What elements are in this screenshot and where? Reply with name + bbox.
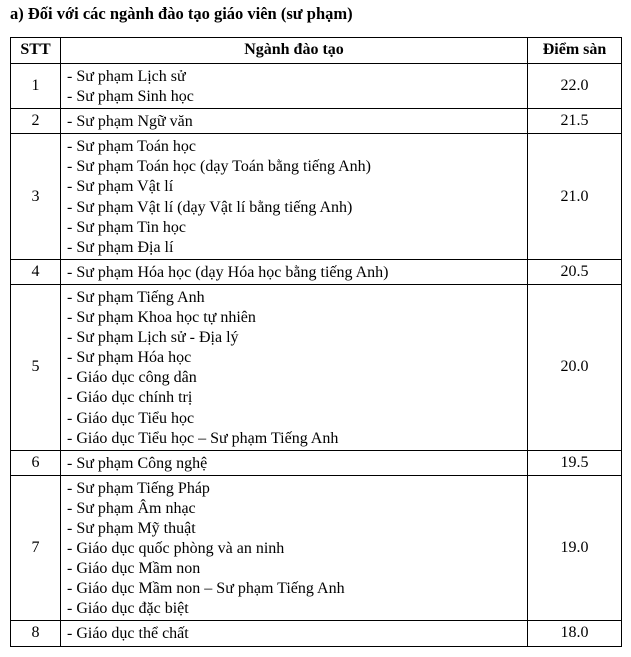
row-majors	[61, 64, 528, 109]
table-row	[11, 450, 622, 475]
table-row	[11, 621, 622, 646]
row-majors	[61, 450, 528, 475]
major-item: - Sư phạm Công nghệ	[67, 454, 208, 472]
major-item: - Sư phạm Khoa học tự nhiên	[67, 309, 256, 327]
table-row	[11, 284, 622, 450]
major-item: - Sư phạm Hóa học (dạy Hóa học bằng tiếng Anh)	[67, 263, 389, 281]
table-header-row	[11, 38, 622, 64]
major-item: - Giáo dục đặc biệt	[67, 600, 189, 618]
admission-score-table	[10, 37, 622, 647]
row-stt: 1	[11, 64, 61, 109]
table-row	[11, 259, 622, 284]
row-stt: 5	[11, 284, 61, 450]
major-item: - Giáo dục thể chất	[67, 625, 189, 643]
major-item: - Sư phạm Sinh học	[67, 88, 194, 106]
major-item: - Sư phạm Hóa học	[67, 349, 192, 367]
table-row	[11, 109, 622, 134]
column-header-stt: STT	[11, 38, 61, 64]
row-majors	[61, 475, 528, 621]
row-score: 21.5	[528, 109, 622, 134]
major-item: - Giáo dục Mầm non	[67, 560, 201, 578]
major-item: - Giáo dục quốc phòng và an ninh	[67, 540, 285, 558]
major-item: - Sư phạm Tiếng Pháp	[67, 479, 210, 497]
row-score: 20.5	[528, 259, 622, 284]
major-item: - Giáo dục Tiểu học	[67, 409, 195, 427]
table-row	[11, 64, 622, 109]
row-majors	[61, 621, 528, 646]
major-item: - Sư phạm Toán học	[67, 138, 197, 156]
major-item: - Sư phạm Lịch sử	[67, 68, 186, 85]
column-header-major: Ngành đào tạo	[61, 38, 528, 64]
row-stt: 2	[11, 109, 61, 134]
row-majors	[61, 259, 528, 284]
table-row	[11, 475, 622, 621]
major-item: - Sư phạm Địa lí	[67, 238, 174, 256]
major-item: - Sư phạm Ngữ văn	[67, 113, 193, 131]
row-score: 19.0	[528, 475, 622, 621]
major-item: - Sư phạm Vật lí	[67, 178, 174, 196]
row-stt: 4	[11, 259, 61, 284]
major-item: - Sư phạm Tiếng Anh	[67, 288, 205, 306]
major-item: - Giáo dục Tiểu học – Sư phạm Tiếng Anh	[67, 429, 339, 447]
row-stt: 7	[11, 475, 61, 621]
row-score: 19.5	[528, 450, 622, 475]
row-score: 22.0	[528, 64, 622, 109]
table-row	[11, 134, 622, 260]
row-stt: 8	[11, 621, 61, 646]
major-item: - Giáo dục Mầm non – Sư phạm Tiếng Anh	[67, 580, 345, 598]
major-item: - Sư phạm Mỹ thuật	[67, 519, 196, 537]
major-item: - Sư phạm Tin học	[67, 218, 186, 236]
row-majors	[61, 134, 528, 260]
major-item: - Giáo dục công dân	[67, 369, 197, 387]
row-score: 20.0	[528, 284, 622, 450]
row-score: 18.0	[528, 621, 622, 646]
major-item: - Giáo dục chính trị	[67, 389, 193, 407]
row-majors	[61, 284, 528, 450]
row-majors	[61, 109, 528, 134]
major-item: - Sư phạm Lịch sử - Địa lý	[67, 329, 239, 347]
row-stt: 6	[11, 450, 61, 475]
major-item: - Sư phạm Âm nhạc	[67, 499, 196, 517]
row-stt: 3	[11, 134, 61, 260]
major-item: - Sư phạm Toán học (dạy Toán bằng tiếng Anh)	[67, 158, 372, 176]
section-heading: a) Đối với các ngành đào tạo giáo viên (sư phạm)	[10, 4, 353, 23]
column-header-score: Điểm sàn	[528, 38, 622, 64]
row-score: 21.0	[528, 134, 622, 260]
table-body	[11, 64, 622, 647]
major-item: - Sư phạm Vật lí (dạy Vật lí bằng tiếng Anh)	[67, 198, 353, 216]
